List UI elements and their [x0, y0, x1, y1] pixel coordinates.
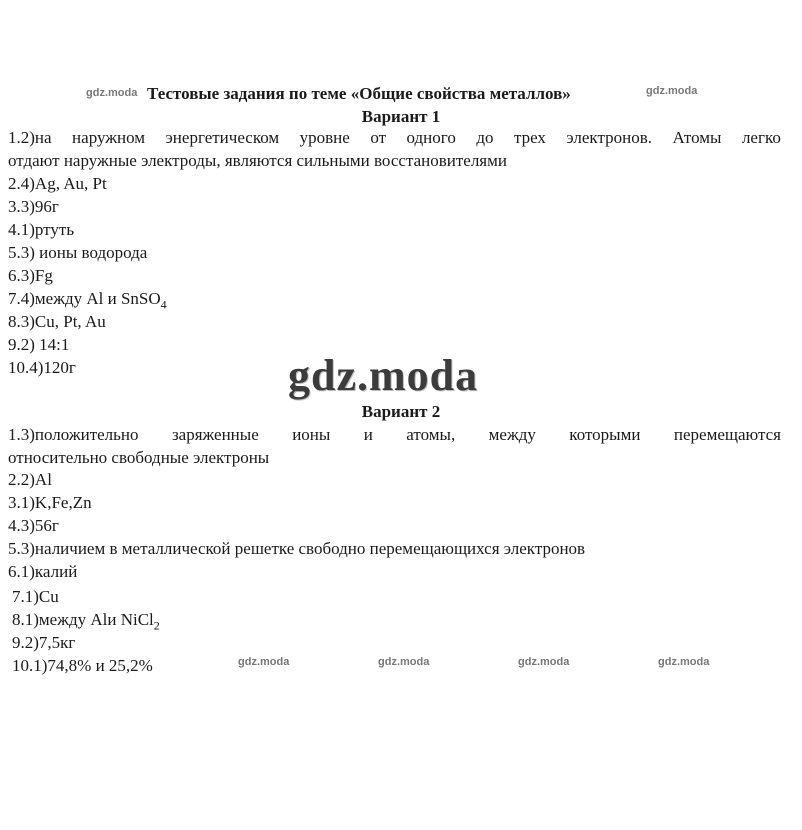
- v2-answer-1-word: ионы: [292, 425, 331, 444]
- v2-answer-5: 5.3)наличием в металлической решетке свободно перемещающихся электронов: [8, 539, 586, 558]
- v1-answer-1-word: от: [370, 128, 387, 147]
- v1-answer-1-word: электронов.: [566, 128, 652, 147]
- v1-answer-9: 9.2) 14:1: [8, 335, 70, 354]
- v1-answer-7-text: 7.4)между Al и SnSO: [8, 289, 161, 308]
- v2-answer-1-word: 1.3)положительно: [8, 425, 139, 444]
- v1-answer-7-subscript: 4: [160, 297, 167, 312]
- variant-1-heading: Вариант 1: [361, 107, 441, 126]
- watermark-bottom-3: gdz.moda: [518, 656, 570, 668]
- page-title: Тестовые задания по теме «Общие свойства металлов»: [147, 84, 571, 103]
- v2-answer-10: 10.1)74,8% и 25,2%: [12, 656, 153, 675]
- v1-answer-1-line-2: отдают наружные электроды, являются сильными восстановителями: [8, 151, 507, 170]
- v2-answer-3: 3.1)K,Fe,Zn: [8, 493, 92, 512]
- watermark-left: gdz.moda: [86, 87, 138, 99]
- v1-answer-1-word: легко: [741, 128, 781, 147]
- v1-answer-1-word: трех: [513, 128, 546, 147]
- v1-answer-1-word: уровне: [299, 128, 350, 147]
- watermark-center: gdz.moda: [288, 351, 479, 400]
- v1-answer-10: 10.4)120г: [8, 358, 76, 377]
- v2-answer-1-line-1: [8, 424, 781, 446]
- v1-answer-6: 6.3)Fg: [8, 266, 53, 285]
- watermark-bottom-2: gdz.moda: [378, 656, 430, 668]
- v1-answer-1-word: наружном: [72, 128, 146, 147]
- v2-answer-1-word: атомы,: [406, 425, 456, 444]
- variant-2-heading: Вариант 2: [361, 402, 441, 421]
- v1-answer-1-word: 1.2)на: [8, 128, 52, 147]
- v1-answer-3: 3.3)96г: [8, 197, 59, 216]
- v2-answer-1-word: которыми: [569, 425, 641, 444]
- v2-answer-1-word: заряженные: [171, 425, 259, 444]
- v2-answer-6: 6.1)калий: [8, 562, 78, 581]
- v2-answer-4: 4.3)56г: [8, 516, 59, 535]
- watermark-bottom-4: gdz.moda: [658, 656, 710, 668]
- v1-answer-8: 8.3)Cu, Pt, Au: [8, 312, 106, 331]
- v1-answer-1-word: Атомы: [672, 128, 722, 147]
- v2-answer-8-text: 8.1)между Alи NiCl: [12, 610, 154, 629]
- v1-answer-1-word: энергетическом: [165, 128, 280, 147]
- v2-answer-1-word: между: [488, 425, 536, 444]
- v2-answer-8-subscript: 2: [153, 618, 160, 633]
- title-row: [0, 82, 802, 106]
- v1-answer-1-word: до: [476, 128, 494, 147]
- v1-answer-5: 5.3) ионы водорода: [8, 243, 148, 262]
- v2-answer-7: 7.1)Cu: [12, 587, 59, 606]
- v1-answer-2: 2.4)Ag, Au, Pt: [8, 174, 107, 193]
- v2-answer-2: 2.2)Al: [8, 470, 52, 489]
- v1-answer-1-word: одного: [406, 128, 456, 147]
- v2-answer-1-word: перемещаются: [673, 425, 781, 444]
- v2-answer-1-word: и: [363, 425, 373, 444]
- v1-answer-1-line-1: [8, 127, 781, 149]
- v2-answer-1-line-2: относительно свободные электроны: [8, 448, 270, 467]
- watermark-right: gdz.moda: [646, 85, 698, 97]
- v2-answer-9: 9.2)7,5кг: [12, 633, 76, 652]
- watermark-bottom-1: gdz.moda: [238, 656, 290, 668]
- v1-answer-4: 4.1)ртуть: [8, 220, 75, 239]
